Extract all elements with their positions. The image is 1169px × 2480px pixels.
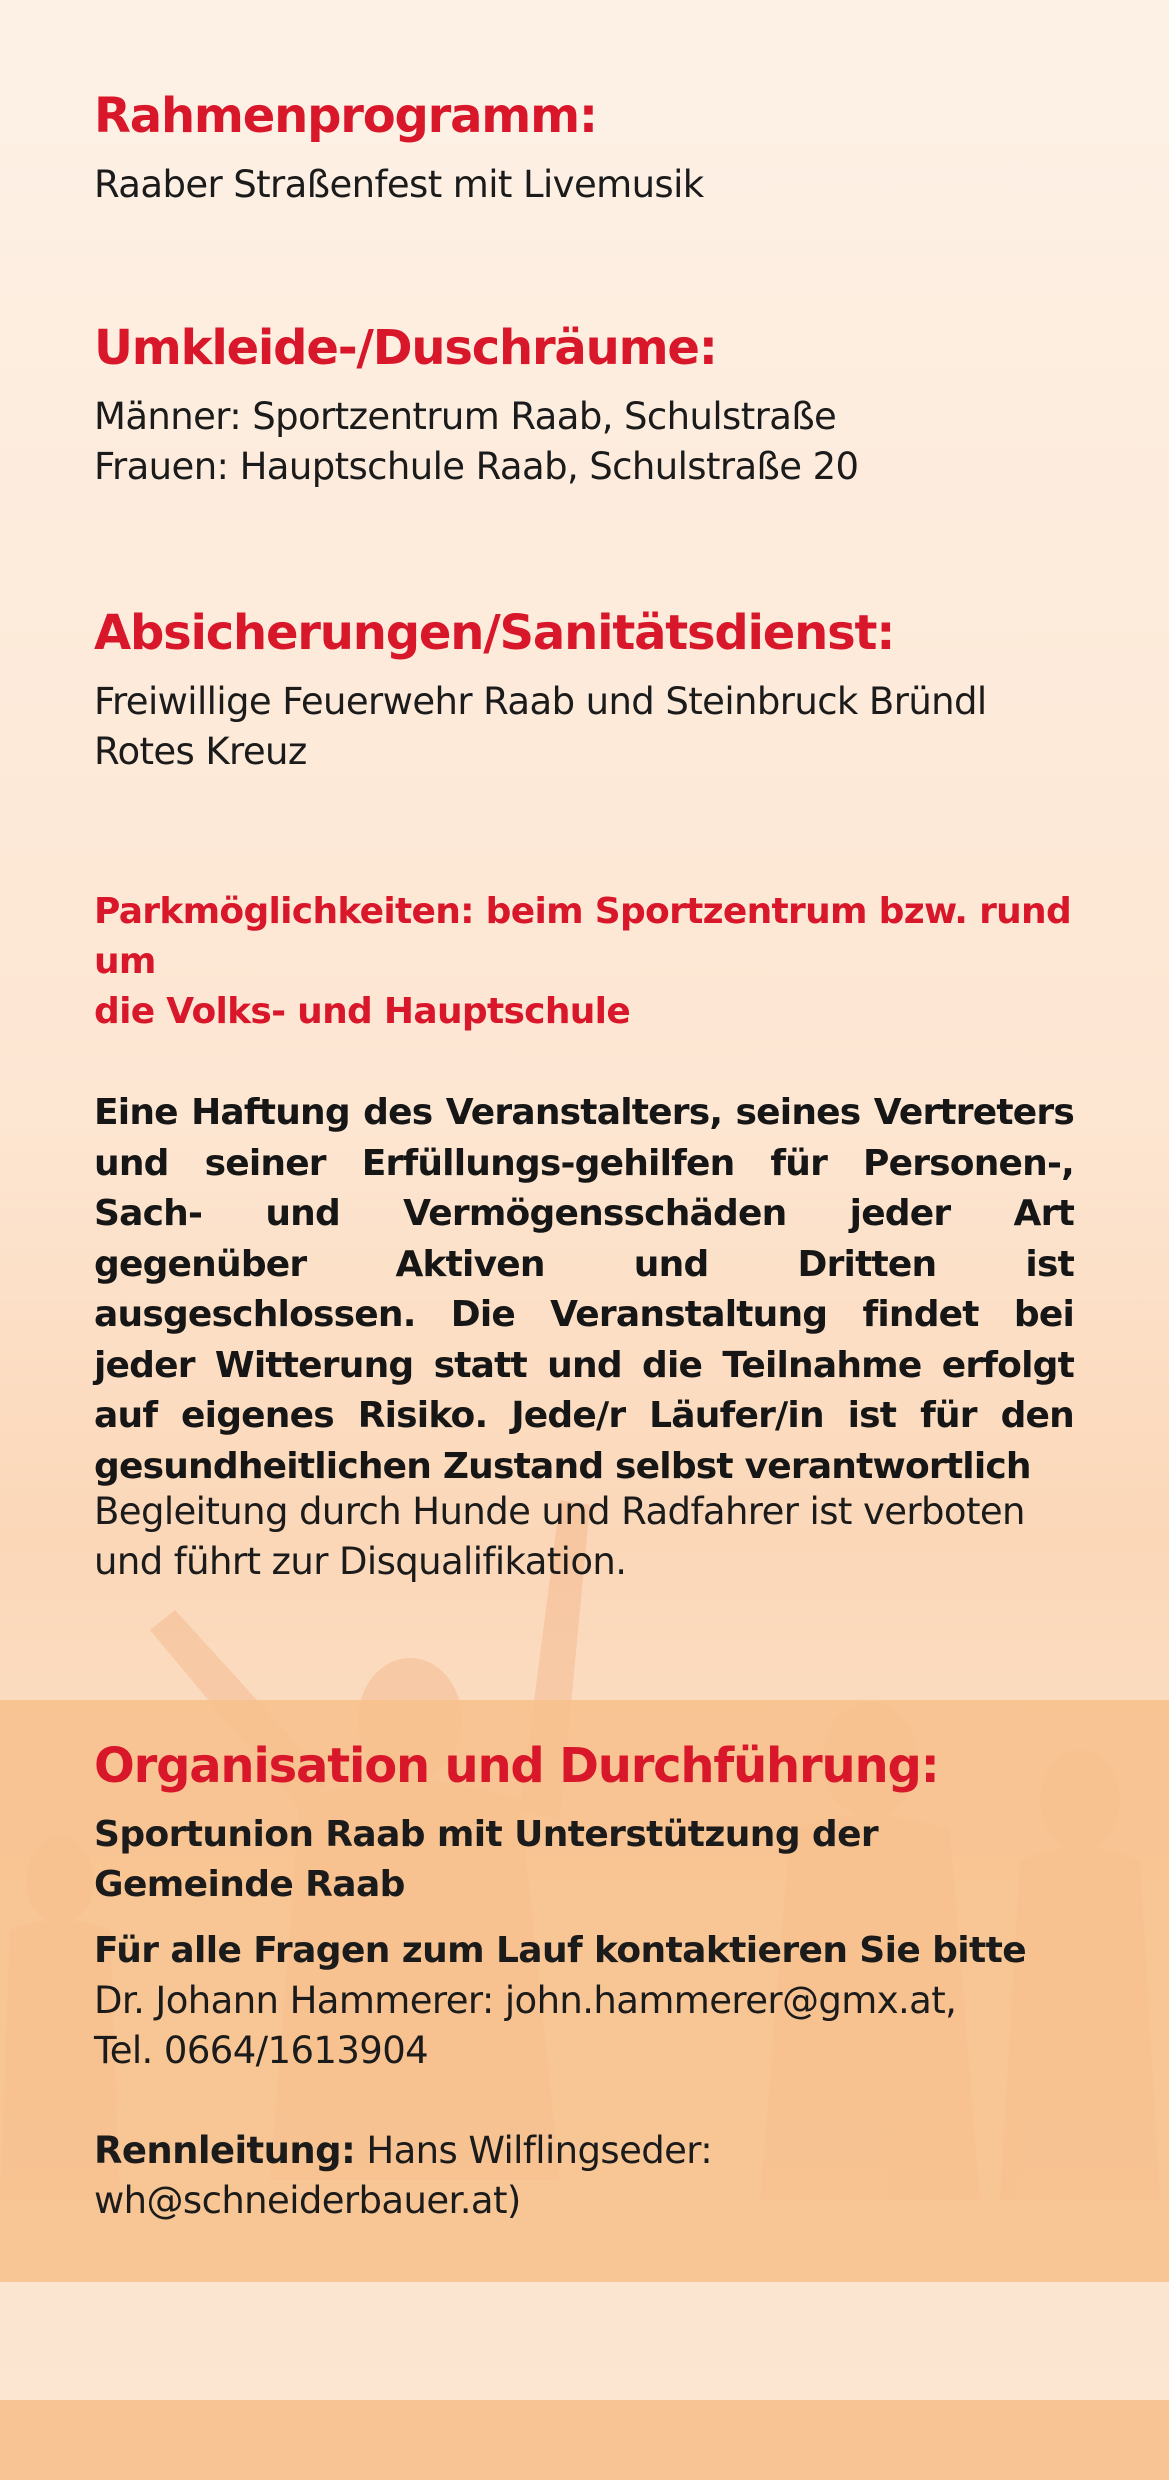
contact-intro: Für alle Fragen zum Lauf kontaktieren Sie bitte bbox=[94, 1929, 1027, 1971]
parking-note bbox=[94, 887, 1084, 1037]
race-lead-email: wh@schneiderbauer.at) bbox=[94, 2178, 521, 2222]
absicherungen-text bbox=[94, 677, 1084, 777]
bottom-band bbox=[0, 2400, 1169, 2480]
absicherungen-line-fire: Freiwillige Feuerwehr Raab und Steinbruck Bründl bbox=[94, 679, 987, 723]
parking-line-1: Parkmöglichkeiten: beim Sportzentrum bzw. rund um bbox=[94, 891, 1072, 982]
organisation-sponsor-line-2: Gemeinde Raab bbox=[94, 1863, 405, 1905]
race-lead-label: Rennleitung: bbox=[94, 2128, 356, 2172]
race-lead-name: Hans Wilflingseder: bbox=[355, 2128, 713, 2172]
organisation-heading: Organisation und Durchführung: bbox=[94, 1738, 939, 1794]
section-parking bbox=[94, 887, 1084, 1037]
race-lead bbox=[94, 2126, 1084, 2226]
liability-disclaimer: Eine Haftung des Veranstalters, seines Vertreters und seiner Erfüllungs-gehilfen für Personen-, Sach- und Vermögensschäden jeder Art gegenüber Aktiven und Dritten ist ausgeschlossen. Die Veranstaltung findet bei jeder Witterung statt und die Teilnahme erfolgt auf eigenes Risiko. Jede/r Läufer/in ist für den gesundheitlichen Zustand selbst verantwortlich bbox=[94, 1092, 1074, 1487]
absicherungen-heading: Absicherungen/Sanitätsdienst: bbox=[94, 605, 895, 661]
section-disclaimer bbox=[94, 1088, 1074, 1492]
absicherungen-line-redcross: Rotes Kreuz bbox=[94, 729, 307, 773]
section-umkleide bbox=[94, 320, 1084, 492]
escort-note bbox=[94, 1487, 1084, 1587]
contact-line-email: Dr. Johann Hammerer: john.hammerer@gmx.at, bbox=[94, 1978, 957, 2022]
umkleide-heading: Umkleide-/Duschräume: bbox=[94, 320, 717, 376]
rahmenprogramm-heading: Rahmenprogramm: bbox=[94, 88, 597, 144]
section-rahmenprogramm bbox=[94, 88, 1084, 210]
escort-line-2: und führt zur Disqualifikation. bbox=[94, 1540, 627, 1583]
section-absicherungen bbox=[94, 605, 1084, 777]
organisation-sponsor-line-1: Sportunion Raab mit Unterstützung der bbox=[94, 1813, 879, 1855]
organisation-sponsor bbox=[94, 1810, 1084, 1910]
parking-line-2: die Volks- und Hauptschule bbox=[94, 991, 631, 1032]
contact-line-phone: Tel. 0664/1613904 bbox=[94, 2028, 429, 2072]
umkleide-text bbox=[94, 392, 1084, 492]
race-lead-line bbox=[94, 2126, 1084, 2176]
escort-line-1: Begleitung durch Hunde und Radfahrer ist verboten bbox=[94, 1490, 1025, 1533]
rahmenprogramm-text: Raaber Straßenfest mit Livemusik bbox=[94, 162, 704, 206]
umkleide-line-men: Männer: Sportzentrum Raab, Schulstraße bbox=[94, 394, 837, 438]
section-organisation bbox=[94, 1738, 1084, 2226]
umkleide-line-women: Frauen: Hauptschule Raab, Schulstraße 20 bbox=[94, 444, 859, 488]
organisation-contact bbox=[94, 1926, 1084, 2076]
section-escort bbox=[94, 1487, 1084, 1587]
